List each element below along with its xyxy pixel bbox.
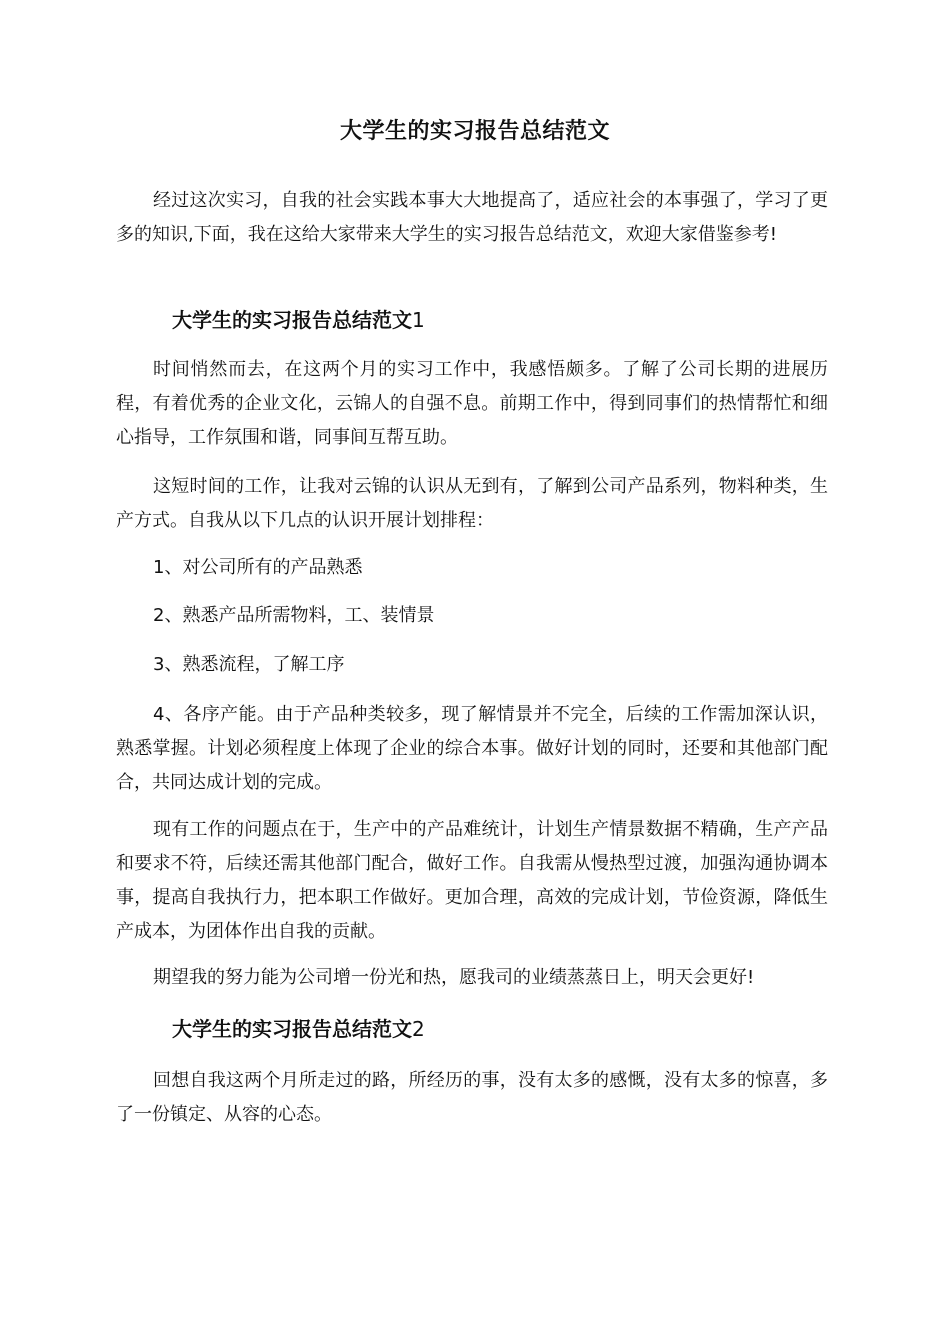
section-1-paragraph-closing: 期望我的努力能为公司增一份光和热，愿我司的业绩蒸蒸日上，明天会更好!: [153, 967, 755, 988]
section-2-heading: [172, 1011, 822, 1047]
section-1-paragraph-2: 这短时间的工作，让我对云锦的认识从无到有，了解到公司产品系列，物料种类，生产方式。自我从以下几点的认识开展计划排程：: [116, 476, 828, 531]
section-1-number: 1: [412, 308, 425, 332]
section-1-paragraph-problems: 现有工作的问题点在于，生产中的产品难统计，计划生产情景数据不精确，生产产品和要求不符，后续还需其他部门配合，做好工作。自我需从慢热型过渡，加强沟通协调本事，提高自我执行力，把本职工作做好。更加合理，高效的完成计划，节俭资源，降低生产成本，为团体作出自我的贡献。: [116, 819, 828, 942]
list-item-1: 1、对公司所有的产品熟悉: [153, 557, 363, 578]
section-2-heading-text: 大学生的实习报告总结范文: [172, 1017, 412, 1041]
section-2-number: 2: [412, 1017, 425, 1041]
section-1-heading: [172, 302, 822, 338]
section-1-heading-text: 大学生的实习报告总结范文: [172, 308, 412, 332]
section-1-paragraph-1: 时间悄然而去，在这两个月的实习工作中，我感悟颇多。了解了公司长期的进展历程，有着优秀的企业文化，云锦人的自强不息。前期工作中，得到同事们的热情帮忙和细心指导，工作氛围和谐，同事间互帮互助。: [116, 359, 828, 448]
list-item-4: 4、各序产能。由于产品种类较多，现了解情景并不完全，后续的工作需加深认识，熟悉掌握。计划必须程度上体现了企业的综合本事。做好计划的同时，还要和其他部门配合，共同达成计划的完成。: [116, 704, 828, 793]
section-2-paragraph-1: 回想自我这两个月所走过的路，所经历的事，没有太多的感慨，没有太多的惊喜，多了一份镇定、从容的心态。: [116, 1070, 828, 1125]
intro-paragraph: 经过这次实习，自我的社会实践本事大大地提高了，适应社会的本事强了，学习了更多的知识,下面，我在这给大家带来大学生的实习报告总结范文，欢迎大家借鉴参考!: [116, 190, 828, 245]
document-title: 大学生的实习报告总结范文: [339, 119, 610, 144]
list-item-3: 3、熟悉流程，了解工序: [153, 654, 345, 675]
list-item-2: 2、熟悉产品所需物料，工、装情景: [153, 605, 435, 626]
